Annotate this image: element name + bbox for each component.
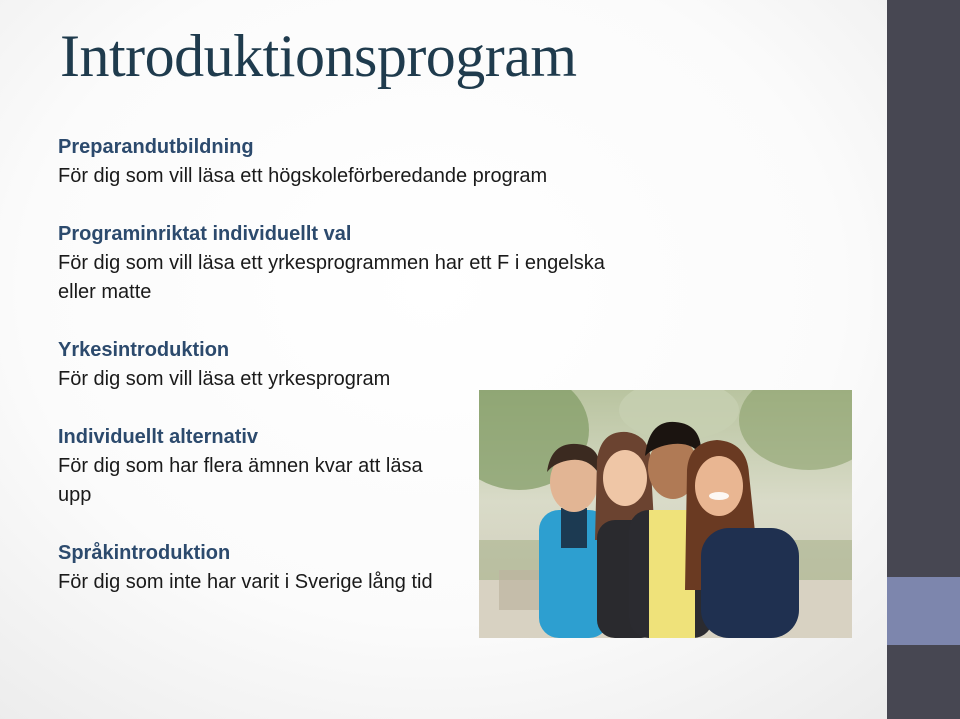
program-description: För dig som vill läsa ett högskoleförberedande program [58,165,548,187]
program-heading: Språkintroduktion [58,542,231,564]
students-photo [479,390,852,638]
program-description: För dig som vill läsa ett yrkesprogram [58,368,391,390]
sidebar-accent-block [887,577,960,645]
program-item-sprakintroduktion [58,539,478,597]
slide-title: Introduktionsprogram [60,23,577,89]
program-description: För dig som inte har varit i Sverige lång tid [58,571,433,593]
program-item-preparand [58,133,548,191]
program-item-individuellt [58,423,478,510]
program-heading: Individuellt alternativ [58,426,259,448]
program-description: För dig som har flera ämnen kvar att läsa upp [58,455,423,506]
program-item-programinriktat [58,220,605,307]
program-heading: Programinriktat individuellt val [58,223,352,245]
program-heading: Preparandutbildning [58,136,254,158]
program-heading: Yrkesintroduktion [58,339,230,361]
program-list [58,133,605,626]
program-item-yrkesintroduktion [58,336,478,394]
program-description: För dig som vill läsa ett yrkesprogrammen har ett F i engelska eller matte [58,252,605,303]
